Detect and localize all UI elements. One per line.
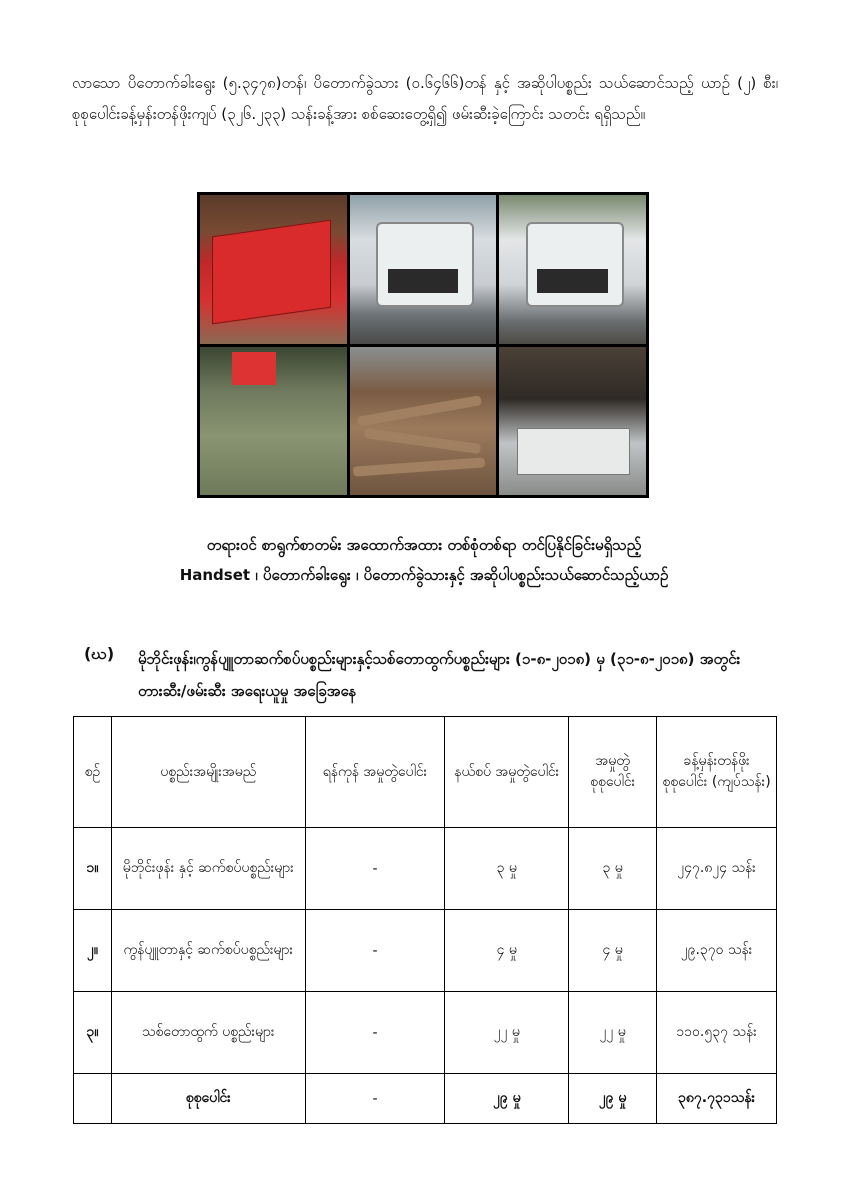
cell-no: ၃။	[74, 992, 112, 1074]
section-title: မိုဘိုင်းဖုန်း၊ကွန်ပျူတာဆက်စပ်ပစ္စည်းများနှင့်သစ်တောထွက်ပစ္စည်းများ (၁-၈-၂၀၁၈) မှ (၃၁-၈-၂၀၁၈) အတွင်း တားဆီး/ဖမ်းဆီး အရေးယူမှု အခြေအနေ	[138, 650, 741, 700]
evidence-photo-grid	[197, 192, 649, 498]
cell-value: ၁၁၀.၅၃၇ သန်း	[657, 992, 777, 1074]
total-value: ၃၈၇.၇၃၁သန်း	[657, 1074, 777, 1124]
section-label: (ဃ)	[84, 644, 115, 663]
photo-timber-logs	[350, 347, 497, 496]
photo-red-handset-boxes	[200, 195, 347, 344]
cell-item: ကွန်ပျူတာနှင့် ဆက်စပ်ပစ္စည်းများ	[111, 910, 305, 992]
table-row	[74, 992, 777, 1074]
photo-caption-line1: တရားဝင် စာရွက်စာတမ်း အထောက်အထား တစ်စုံတစ်ရာ တင်ပြနိုင်ခြင်းမရှိသည့်	[206, 536, 642, 554]
cell-yangon: -	[305, 910, 445, 992]
cell-no-empty	[74, 1074, 112, 1124]
cell-yangon: -	[305, 992, 445, 1074]
header-total: အမှုတွဲ စုစုပေါင်း	[569, 717, 657, 828]
cell-border: ၄ မှု	[445, 910, 569, 992]
cell-total: ၃ မှု	[569, 828, 657, 910]
table-row	[74, 910, 777, 992]
header-item: ပစ္စည်းအမျိုးအမည်	[111, 717, 305, 828]
total-yangon: -	[305, 1074, 445, 1124]
header-border: နယ်စပ် အမှုတွဲပေါင်း	[445, 717, 569, 828]
photo-truck-rear-cargo	[499, 347, 646, 496]
table-total-row	[74, 1074, 777, 1124]
cell-total: ၂၂ မှု	[569, 992, 657, 1074]
total-total: ၂၉ မှု	[569, 1074, 657, 1124]
table-header-row	[74, 717, 777, 828]
cell-yangon: -	[305, 828, 445, 910]
photo-packaged-goods	[200, 347, 347, 496]
cell-border: ၂၂ မှု	[445, 992, 569, 1074]
cell-value: ၂၄၇.၈၂၄ သန်း	[657, 828, 777, 910]
photo-truck-front-white	[499, 195, 646, 344]
cell-border: ၃ မှု	[445, 828, 569, 910]
table-row	[74, 828, 777, 910]
body-paragraph: လာသော ပိတောက်ခါးရွေး (၅.၃၄၇၈)တန်၊ ပိတောက်ခွဲသား (၀.၆၄၆၆)တန် နှင့် အဆိုပါပစ္စည်း သယ်ဆောင်သည့် ယာဉ် (၂) စီး၊ စုစုပေါင်းခန့်မှန်းတန်ဖိုးကျပ် (၃၂၆.၂၃၃) သန်းခန့်အား စစ်ဆေးတွေ့ရှိ၍ ဖမ်းဆီးခဲ့ကြောင်း သတင်း ရရှိသည်။	[72, 74, 778, 123]
cell-value: ၂၉.၃၇၀ သန်း	[657, 910, 777, 992]
photo-truck-front	[350, 195, 497, 344]
cell-no: ၁။	[74, 828, 112, 910]
header-value: ခန့်မှန်းတန်ဖိုး စုစုပေါင်း (ကျပ်သန်း)	[657, 717, 777, 828]
header-no: စဉ်	[74, 717, 112, 828]
cell-no: ၂။	[74, 910, 112, 992]
cell-item: သစ်တောထွက် ပစ္စည်းများ	[111, 992, 305, 1074]
cell-total: ၄ မှု	[569, 910, 657, 992]
seizure-table	[73, 716, 777, 1124]
photo-caption-line2: Handset ၊ ပိတောက်ခါးရွေး ၊ ပိတောက်ခွဲသားနှင့် အဆိုပါပစ္စည်းသယ်ဆောင်သည့်ယာဉ်	[179, 566, 669, 584]
cell-item: မိုဘိုင်းဖုန်း နှင့် ဆက်စပ်ပစ္စည်းများ	[111, 828, 305, 910]
total-label: စုစုပေါင်း	[111, 1074, 305, 1124]
header-yangon: ရန်ကုန် အမှုတွဲပေါင်း	[305, 717, 445, 828]
total-border: ၂၉ မှု	[445, 1074, 569, 1124]
